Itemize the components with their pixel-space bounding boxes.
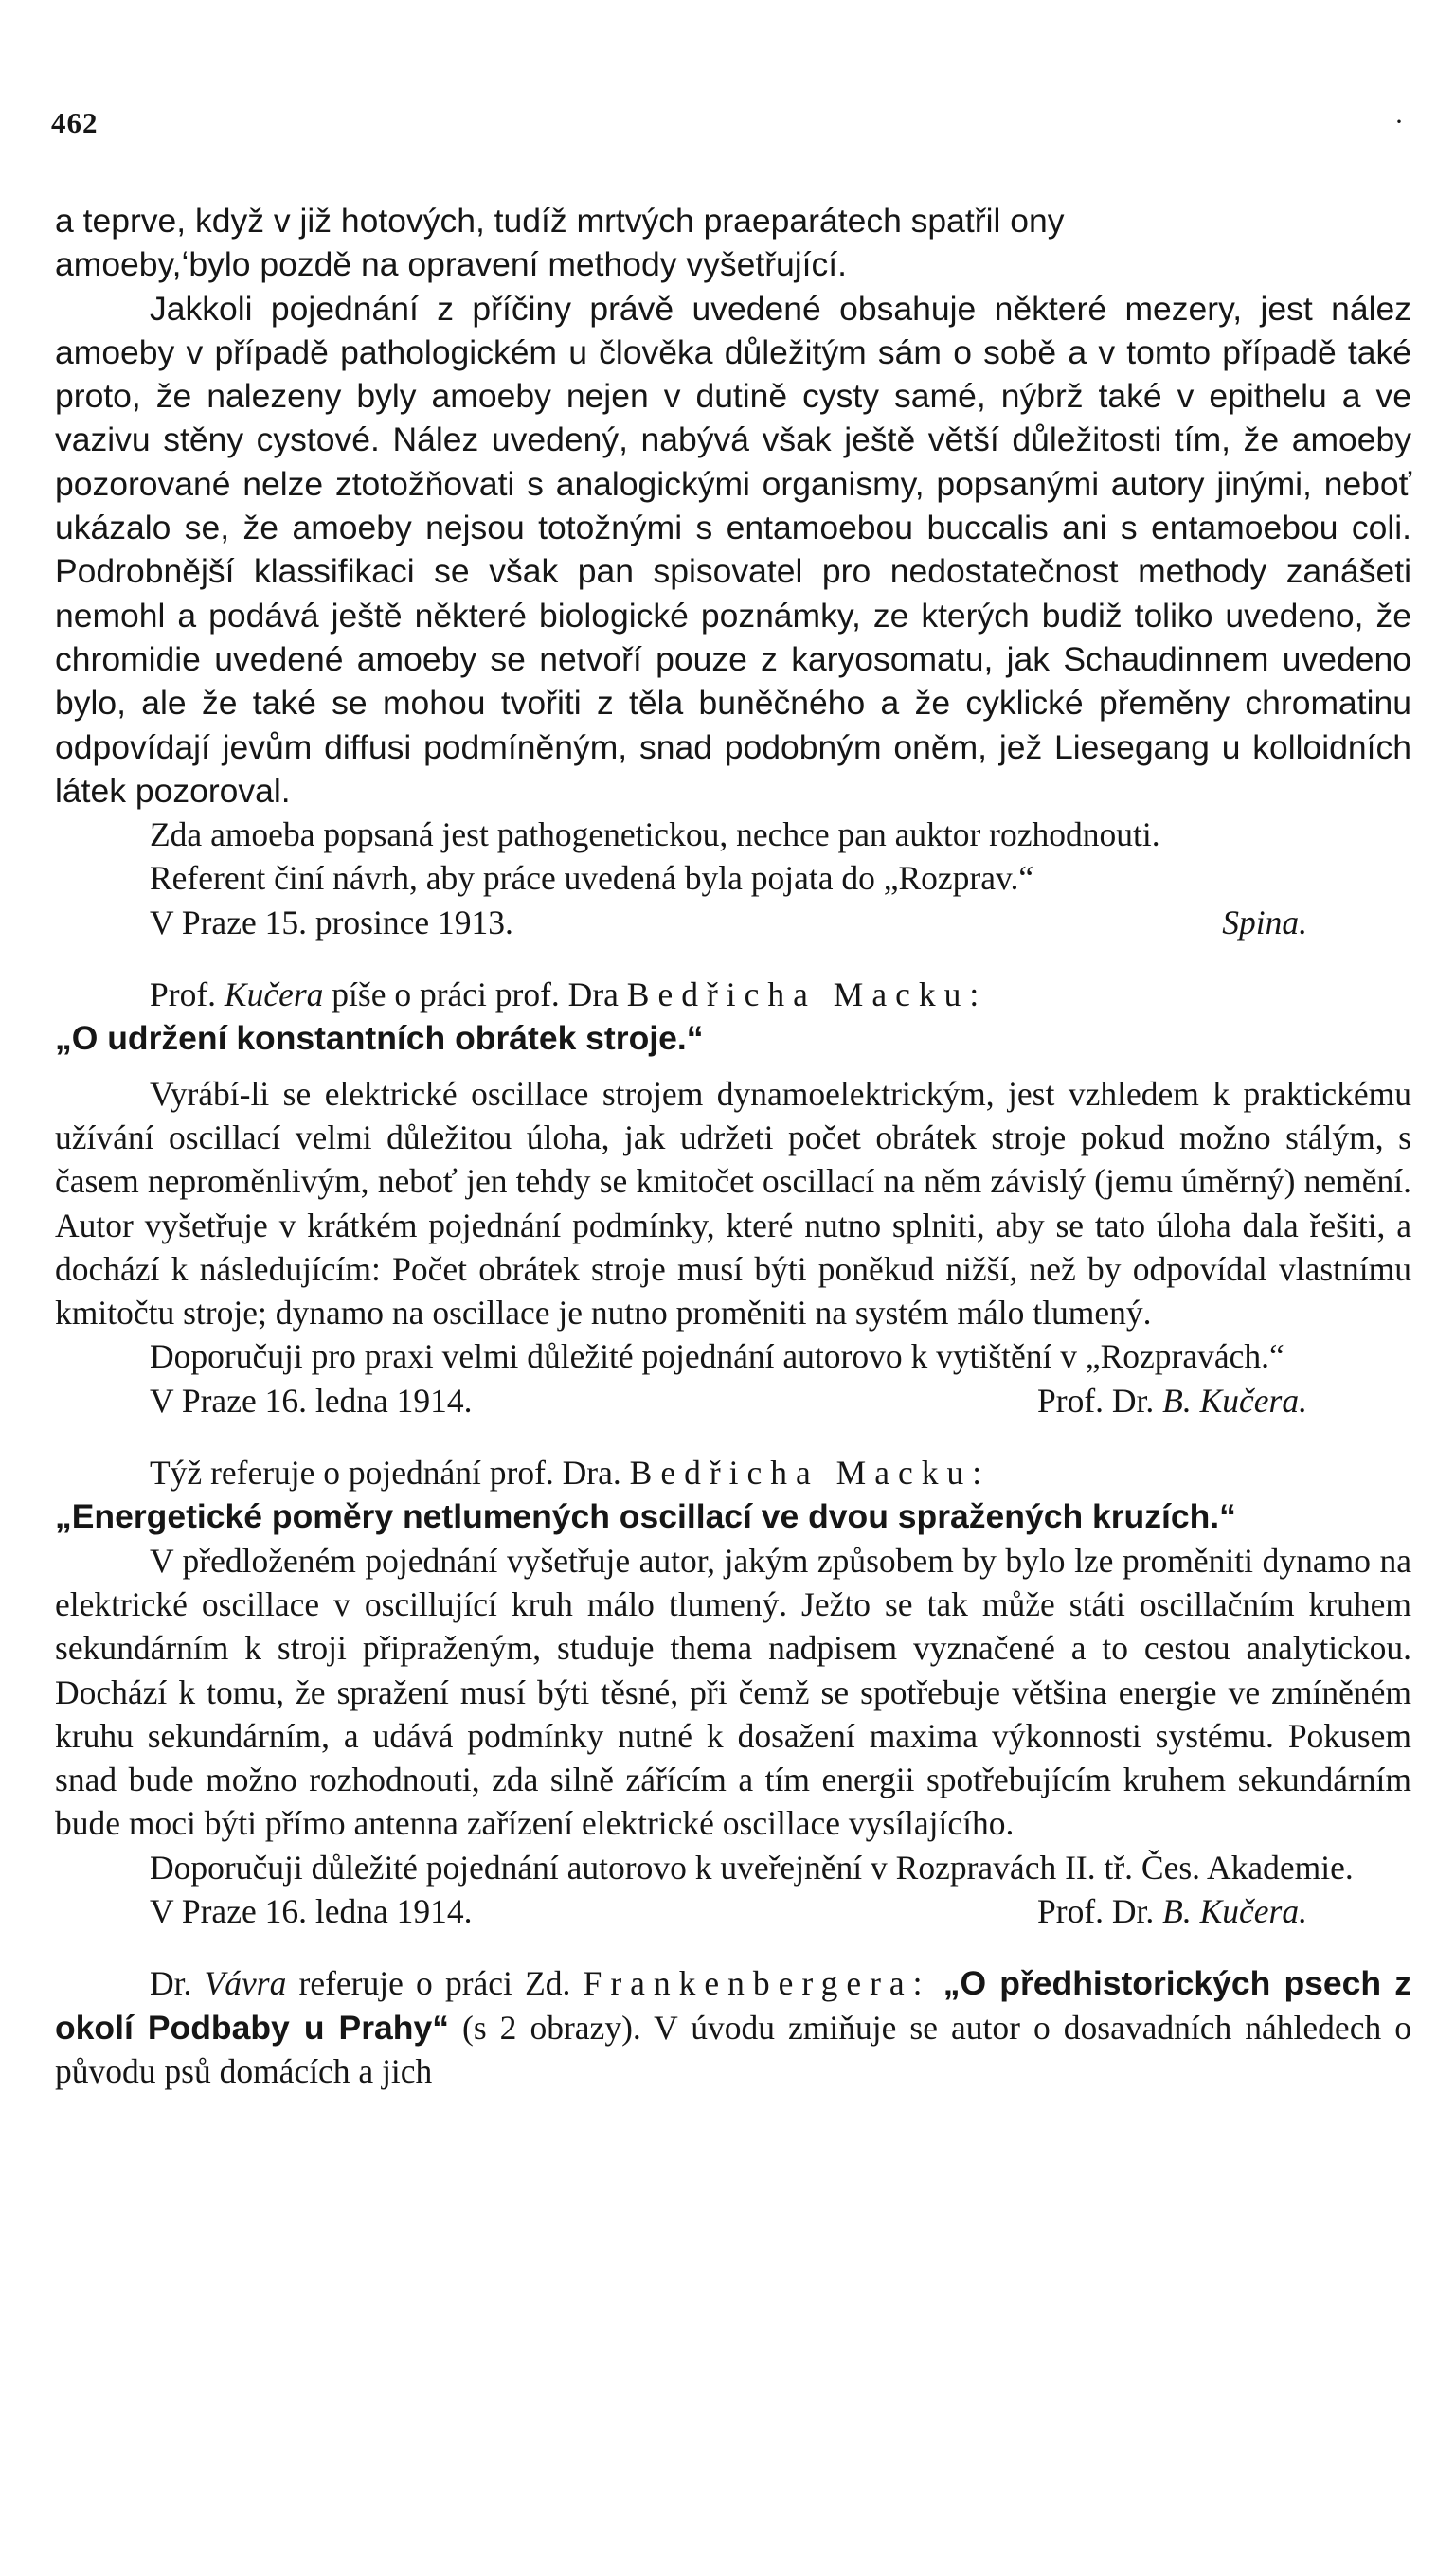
section-2-recommendation: Doporučuji pro praxi velmi důležité pojednání autorovo k vytištění v „Rozpravách.“ <box>150 1337 1284 1376</box>
referee-name: Vávra <box>204 1964 287 2003</box>
author-name: Frankenbergera: <box>583 1964 931 2003</box>
author-name: Bedřicha Macku: <box>629 1454 991 1493</box>
signature-name <box>1037 1379 1307 1422</box>
section-2-intro <box>55 973 1411 1016</box>
continuation-line-2: amoeby,ʻbylo pozdě na opravení methody vyšetřující. <box>55 245 848 284</box>
signature-place-date: V Praze 16. ledna 1914. <box>150 1381 473 1420</box>
signature-title: Prof. Dr. <box>1037 1381 1163 1420</box>
paragraph-continuation <box>55 199 1411 287</box>
signature-place-date: V Praze 15. prosince 1913. <box>150 903 513 941</box>
intro-text: píše o práci prof. Dra <box>323 975 627 1014</box>
referee-name: Kučera <box>224 975 324 1014</box>
page-number: 462 <box>51 106 99 139</box>
spacer <box>55 1933 1411 1961</box>
signature-initials: B. Kučera. <box>1162 1381 1307 1420</box>
corner-mark: · <box>1394 106 1404 137</box>
document-body <box>55 199 1411 2093</box>
intro-text: Týž referuje o pojednání prof. Dra. <box>150 1454 630 1493</box>
continuation-line-1: a teprve, když v již hotových, tudíž mrtvých praeparátech spatřil ony <box>55 202 1065 240</box>
section-4-intro <box>55 1961 1411 2093</box>
spacer <box>55 1422 1411 1451</box>
section-2-title: „O udržení konstantních obrátek stroje.“ <box>55 1019 704 1058</box>
section-4-body: (s 2 obrazy). V úvodu zmiňuje se autor o dosavadních náhledech o původu psů domácích a jich <box>55 2008 1411 2090</box>
section-3-title: „Energetické poměry netlumených oscillací ve dvou spražených kruzích.“ <box>55 1497 1236 1536</box>
signature-line-3 <box>55 1889 1411 1933</box>
section-3-intro <box>55 1451 1411 1494</box>
signature-title: Prof. Dr. <box>1037 1891 1163 1930</box>
paragraph-pathogenetic: Zda amoeba popsaná jest pathogenetickou, nechce pan auktor rozhodnouti. <box>150 815 1160 854</box>
signature-line-2 <box>55 1379 1411 1422</box>
paragraph-referent-proposal: Referent činí návrh, aby práce uvedená byla pojata do „Rozprav.“ <box>150 859 1034 898</box>
intro-text: Prof. <box>150 975 225 1014</box>
author-name: Bedřicha Macku: <box>626 975 988 1014</box>
section-2-body: Vyrábí-li se elektrické oscillace strojem dynamoelektrickým, jest vzhledem k praktickému užívání oscillací velmi důležitou úloha, jak udržeti počet obrátek stroje pokud možno stálým, s časem neproměnlivým, neboť jen tehdy se kmitočet oscillací na něm závislý (jemu úměrný) nemění. Autor vyšetřuje v krátkém pojednání podmínky, které nutno splniti, aby se tato úloha dala řešiti, a dochází k následujícím: Počet obrátek stroje musí býti poněkud nižší, než by odpovídal vlastnímu kmitočtu stroje; dynamo na oscillace je nutno proměniti na systém málo tlumený. <box>55 1074 1411 1333</box>
signature-initials: B. Kučera. <box>1162 1891 1307 1930</box>
spacer <box>55 1061 1411 1072</box>
section-4-title: „O předhistorických psech z okolí Podbaby u Prahy“ <box>55 1964 1412 2047</box>
paragraph-amoeba-findings: Jakkoli pojednání z příčiny právě uvedené obsahuje některé mezery, jest nález amoeby v případě pathologickém u člověka důležitým sám o sobě a v tomto případě také proto, že nalezeny byly amoeby nejen v dutině cysty samé, nýbrž také v epithelu a ve vazivu stěny cystové. Nález uvedený, nabývá však ještě větší důležitosti tím, že amoeby pozorované nelze ztotožňovati s analogickými organismy, popsanými autory jinými, neboť ukázalo se, že amoeby nejsou totožnými s entamoebou buccalis ani s entamoebou coli. Podrobnější klassifikaci se však pan spisovatel pro nedostatečnost methody zanášeti nemohl a podává ještě některé biologické poznámky, ze kterých budiž toliko uvedeno, že chromidie uvedené amoeby se netvoří pouze z karyosomatu, jak Schaudinnem uvedeno bylo, ale že také se mohou tvořiti z těla buněčného a že cyklické přeměny chromatinu odpovídají jevům diffusi podmíněným, snad podobným oněm, jež Liesegang u kolloidních látek pozoroval. <box>55 289 1411 810</box>
signature-line-1 <box>55 901 1411 944</box>
signature-place-date: V Praze 16. ledna 1914. <box>150 1891 473 1930</box>
intro-text: Dr. <box>150 1964 205 2003</box>
intro-text: referuje o práci Zd. <box>286 1964 584 2003</box>
signature-name: Spina. <box>1222 903 1307 941</box>
section-3-body: V předloženém pojednání vyšetřuje autor, jakým způsobem by bylo lze proměniti dynamo na elektrické oscillace v oscillující kruh málo tlumený. Ježto se tak může státi oscillačním kruhem sekundárním k stroji připraženým, studuje thema nadpisem vyznačené a to cestou analytickou. Dochází k tomu, že spražení musí býti těsné, při čemž se spotřebuje většina energie ve zmíněném kruhu sekundárním, a udává podmínky nutné k dosažení maxima výkonnosti systému. Pokusem snad bude možno rozhodnouti, zda silně zářícím a tím energii spotřebujícím kruhem sekundárním bude moci býti přímo antenna zařízení elektrické oscillace vysílajícího. <box>55 1541 1411 1843</box>
spacer <box>55 944 1411 973</box>
section-3-recommendation: Doporučuji důležité pojednání autorovo k uveřejnění v Rozpravách II. tř. Čes. Akademie. <box>150 1848 1354 1887</box>
signature-name <box>1037 1889 1307 1933</box>
